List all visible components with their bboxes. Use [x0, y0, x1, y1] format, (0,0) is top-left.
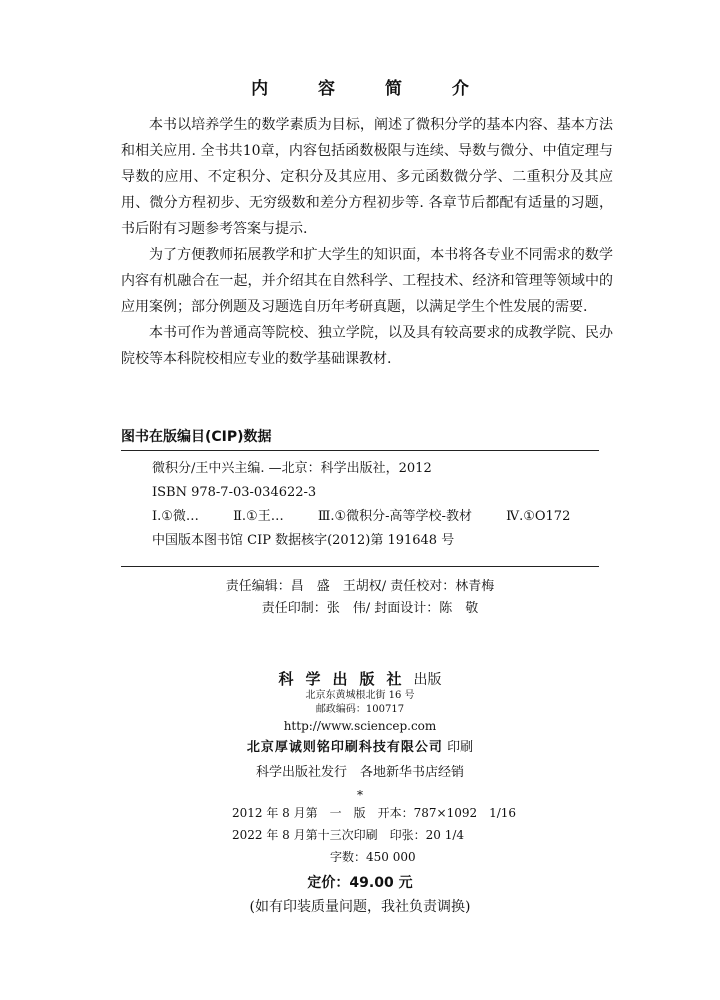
word-count: 字数：450 000	[330, 850, 416, 864]
credits	[0, 576, 720, 620]
publisher-logo-text: 科学出版社	[278, 670, 414, 688]
edition-info	[0, 802, 720, 868]
distribution: 科学出版社发行 各地新华书店经销	[255, 765, 464, 780]
page-title: 内 容 简 介	[251, 79, 491, 99]
cip-isbn: ISBN 978-7-03-034622-3	[152, 485, 317, 500]
summary-paragraph: 本书以培养学生的数学素质为目标，阐述了微积分学的基本内容、基本方法和相关应用. 全书共10章，内容包括函数极限与连续、导数与微分、中值定理与导数的应用、不定积分、定积分及其应用、多元函数微分学、二重积分及其应用、微分方程初步、无穷级数和差分方程初步等. 各章节后都配有适量的习题，书后附有习题参考答案与提示.	[121, 117, 613, 237]
divider	[121, 450, 599, 451]
printer-suffix: 印刷	[447, 740, 474, 755]
edition-line: 2012 年 8 月第 一 版 开本：787×1092 1/16	[232, 806, 517, 820]
credits-line: 责任印制：张 伟/ 封面设计：陈 敬	[261, 601, 479, 616]
cip-title-line: 微积分/王中兴主编. —北京：科学出版社，2012	[152, 461, 432, 476]
publisher-address: 北京东黄城根北街 16 号	[305, 690, 415, 701]
publisher-postcode: 邮政编码：100717	[315, 704, 405, 715]
summary-paragraph: 本书可作为普通高等院校、独立学院，以及具有较高要求的成教学院、民办院校等本科院校相应专业的数学基础课教材.	[121, 325, 613, 367]
printing-line: 2022 年 8 月第十三次印刷 印张：20 1/4	[232, 828, 465, 842]
publisher-name	[0, 668, 720, 689]
cip-block	[152, 457, 612, 553]
publisher-url: http://www.sciencep.com	[283, 719, 437, 733]
cip-class-item: Ⅲ.①微积分-高等学校-教材	[317, 509, 472, 524]
summary-paragraph: 为了方便教师拓展教学和扩大学生的知识面，本书将各专业不同需求的数学内容有机融合在一起，并介绍其在自然科学、工程技术、经济和管理等领域中的应用案例；部分例题及习题选自历年考研真题，以满足学生个性发展的需要.	[121, 247, 613, 315]
printer-name: 北京厚诚则铭印刷科技有限公司	[246, 740, 443, 755]
cip-class-item: Ⅰ.①微…	[152, 509, 199, 524]
publisher-block	[0, 668, 720, 805]
credits-line: 责任编辑：昌 盛 王胡权/ 责任校对：林青梅	[225, 579, 495, 594]
publisher-suffix: 出版	[413, 672, 442, 688]
cip-class-item: Ⅱ.①王…	[233, 509, 284, 524]
divider	[121, 566, 599, 567]
separator-star: *	[357, 788, 363, 802]
quality-notice: (如有印装质量问题，我社负责调换)	[249, 899, 471, 915]
price: 定价：49.00 元	[307, 875, 413, 891]
cip-classification	[152, 505, 612, 529]
printer	[0, 735, 720, 761]
content-summary	[121, 112, 613, 372]
cip-class-item: Ⅳ.①O172	[506, 509, 571, 524]
cip-heading: 图书在版编目(CIP)数据	[121, 429, 272, 445]
cip-record-number: 中国版本图书馆 CIP 数据核字(2012)第 191648 号	[152, 533, 455, 548]
